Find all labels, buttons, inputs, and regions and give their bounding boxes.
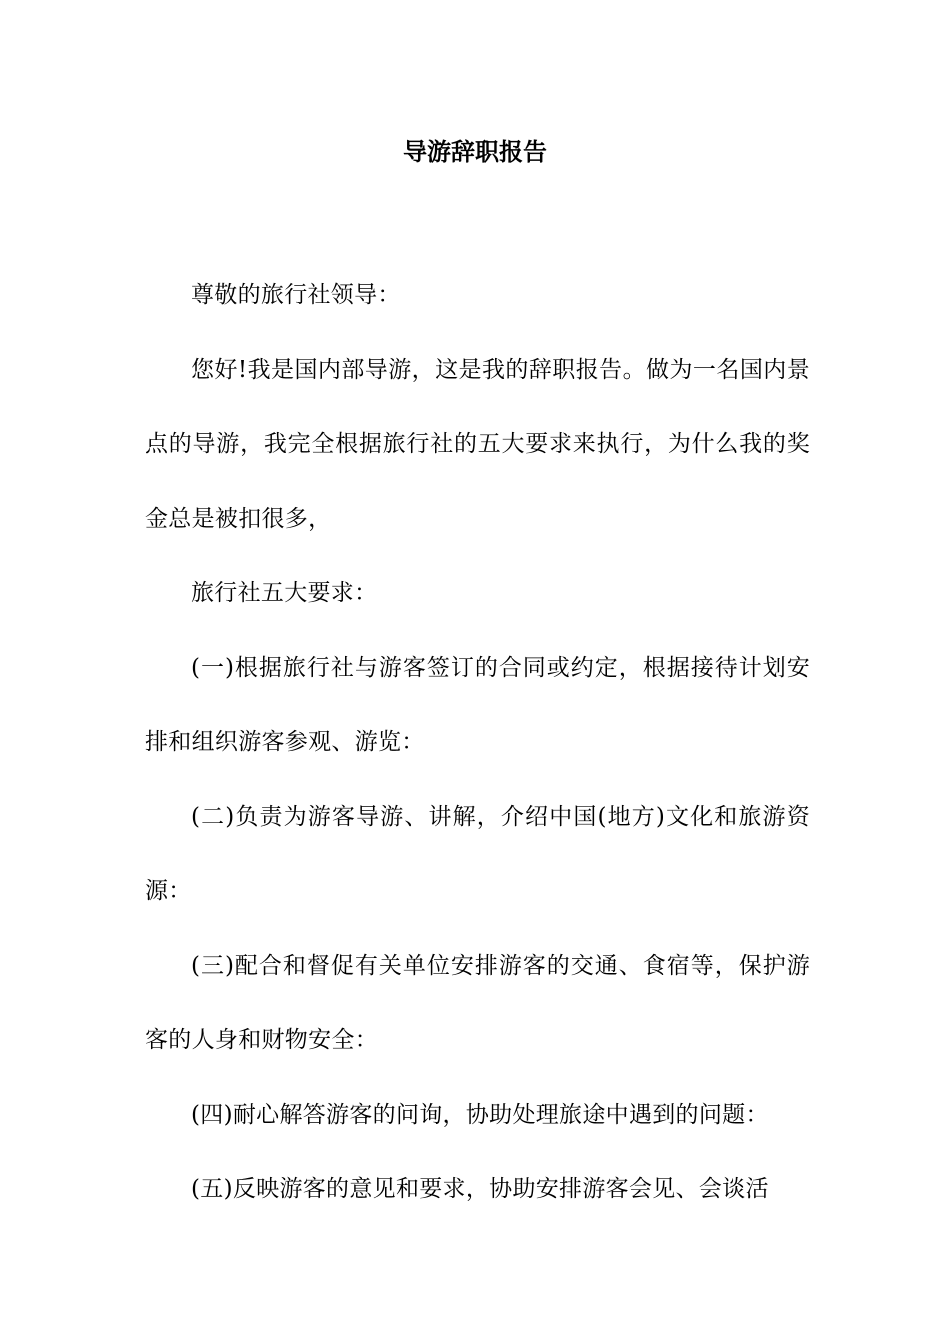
paragraph-requirements-heading: 旅行社五大要求： [191,580,378,606]
paragraph-requirement-4: (四)耐心解答游客的问询，协助处理旅途中遇到的问题： [191,1101,769,1128]
paragraph-requirement-5: (五)反映游客的意见和要求，协助安排游客会见、会谈活 [191,1176,769,1202]
document-title: 导游辞职报告 [403,138,547,166]
paragraph-intro: 您好!我是国内部导游，这是我的辞职报告。做为一名国内景点的导游，我完全根据旅行社的五大要求来执行，为什么我的奖金总是被扣很多， [145,356,810,532]
document-body [145,258,810,1227]
paragraph-requirement-2: (二)负责为游客导游、讲解，介绍中国(地方)文化和旅游资源： [145,803,810,904]
paragraph-requirement-1: (一)根据旅行社与游客签订的合同或约定，根据接待计划安排和组织游客参观、游览： [145,654,810,755]
paragraph-requirement-3: (三)配合和督促有关单位安排游客的交通、食宿等，保护游客的人身和财物安全： [145,952,810,1053]
salutation: 尊敬的旅行社领导： [191,282,401,308]
